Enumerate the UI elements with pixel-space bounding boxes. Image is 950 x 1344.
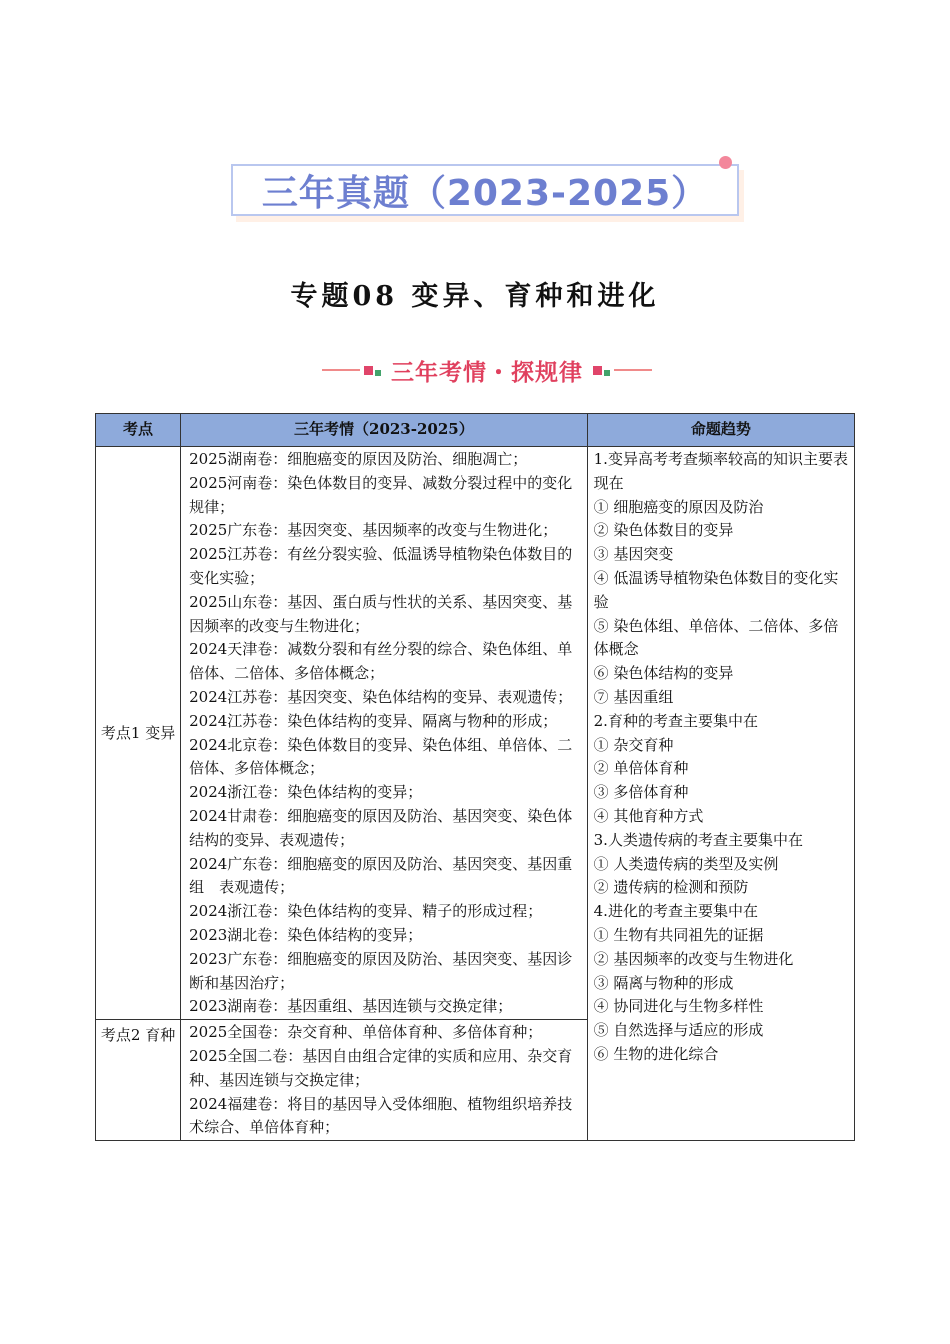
trend-item: ③ 隔离与物种的形成	[593, 973, 734, 992]
header-kaoqing: 三年考情（2023-2025）	[181, 414, 588, 447]
section-header	[322, 352, 652, 388]
title-banner	[231, 164, 739, 216]
trend-item: ② 染色体数目的变异	[593, 521, 734, 540]
trend-item: ① 杂交育种	[593, 735, 674, 754]
list-item: 2024福建卷：将目的基因导入受体细胞、植物组织培养技术综合、单倍体育种；	[189, 1094, 573, 1137]
page-title: 专题08 变异、育种和进化	[290, 281, 660, 312]
kaoqing-cell-1	[181, 447, 588, 1020]
list-item: 2025全国卷：杂交育种、单倍体育种、多倍体育种；	[189, 1023, 543, 1042]
trend-item: ③ 基因突变	[593, 545, 674, 564]
kaodian-1: 考点1 变异	[96, 447, 181, 1020]
section-header-label: 三年考情・探规律	[391, 359, 583, 386]
trend-item: ② 基因频率的改变与生物进化	[593, 949, 794, 968]
exam-analysis-table	[95, 413, 855, 1141]
decorative-dot-icon	[719, 156, 732, 169]
trend-item: 2.育种的考查主要集中在	[593, 711, 758, 730]
trend-item: ⑥ 生物的进化综合	[593, 1044, 719, 1063]
list-item: 2024浙江卷：染色体结构的变异、精子的形成过程；	[189, 902, 543, 921]
trend-item: ④ 协同进化与生物多样性	[593, 997, 764, 1016]
list-item: 2024北京卷：染色体数目的变异、染色体组、单倍体、二倍体、多倍体概念；	[189, 735, 573, 778]
trend-item: ⑤ 自然选择与适应的形成	[593, 1021, 764, 1040]
list-item: 2024天津卷：减数分裂和有丝分裂的综合、染色体组、单倍体、二倍体、多倍体概念；	[189, 640, 573, 683]
list-item: 2025江苏卷：有丝分裂实验、低温诱导植物染色体数目的变化实验；	[189, 545, 573, 587]
trend-item: ⑥ 染色体结构的变异	[593, 664, 734, 683]
header-trend: 命题趋势	[587, 414, 854, 447]
list-item: 2023湖南卷：基因重组、基因连锁与交换定律；	[189, 997, 513, 1016]
trend-item: ② 单倍体育种	[593, 759, 689, 778]
trend-item: ③ 多倍体育种	[593, 783, 689, 802]
table-header-row	[96, 414, 855, 447]
table-row	[96, 447, 855, 1020]
list-item: 2023湖北卷：染色体结构的变异；	[189, 925, 423, 944]
trend-item: ④ 其他育种方式	[593, 806, 704, 825]
trend-item: ④ 低温诱导植物染色体数目的变化实验	[593, 568, 839, 611]
divider-right	[614, 369, 652, 371]
trend-item: ① 人类遗传病的类型及实例	[593, 854, 779, 873]
kaodian-2: 考点2 育种	[96, 1020, 181, 1141]
trend-item: 1.变异高考考查频率较高的知识主要表现在	[593, 450, 848, 492]
list-item: 2023广东卷：细胞癌变的原因及防治、基因突变、基因诊断和基因治疗；	[189, 949, 573, 992]
kaoqing-cell-2	[181, 1020, 588, 1141]
list-item: 2024江苏卷：基因突变、染色体结构的变异、表观遗传；	[189, 687, 573, 706]
trend-item: ① 细胞癌变的原因及防治	[593, 497, 764, 516]
banner-title: 三年真题（2023-2025）	[261, 172, 709, 214]
square-icon	[375, 370, 381, 376]
list-item: 2025全国二卷：基因自由组合定律的实质和应用、杂交育种、基因连锁与交换定律；	[189, 1046, 573, 1089]
list-item: 2024甘肃卷：细胞癌变的原因及防治、基因突变、染色体结构的变异、表观遗传；	[189, 806, 573, 849]
list-item: 2024江苏卷：染色体结构的变异、隔离与物种的形成；	[189, 711, 558, 730]
list-item: 2024广东卷：细胞癌变的原因及防治、基因突变、基因重组 表观遗传；	[189, 854, 573, 897]
divider-left	[322, 369, 360, 371]
trend-item: 4.进化的考查主要集中在	[593, 902, 758, 921]
trend-item: ② 遗传病的检测和预防	[593, 878, 749, 897]
list-item: 2025河南卷：染色体数目的变异、减数分裂过程中的变化规律；	[189, 473, 573, 516]
list-item: 2025广东卷：基因突变、基因频率的改变与生物进化；	[189, 521, 558, 540]
trend-item: ① 生物有共同祖先的证据	[593, 925, 764, 944]
list-item: 2025山东卷：基因、蛋白质与性状的关系、基因突变、基因频率的改变与生物进化；	[189, 592, 573, 635]
square-icon	[593, 366, 602, 375]
trend-cell	[587, 447, 854, 1141]
list-item: 2025湖南卷：细胞癌变的原因及防治、细胞凋亡；	[189, 450, 528, 468]
square-icon	[364, 366, 373, 375]
list-item: 2024浙江卷：染色体结构的变异；	[189, 783, 423, 802]
trend-item: ⑦ 基因重组	[593, 687, 674, 706]
trend-item: 3.人类遗传病的考查主要集中在	[593, 830, 803, 849]
trend-item: ⑤ 染色体组、单倍体、二倍体、多倍体概念	[593, 616, 839, 659]
header-kaodian: 考点	[96, 414, 181, 447]
square-icon	[604, 370, 610, 376]
